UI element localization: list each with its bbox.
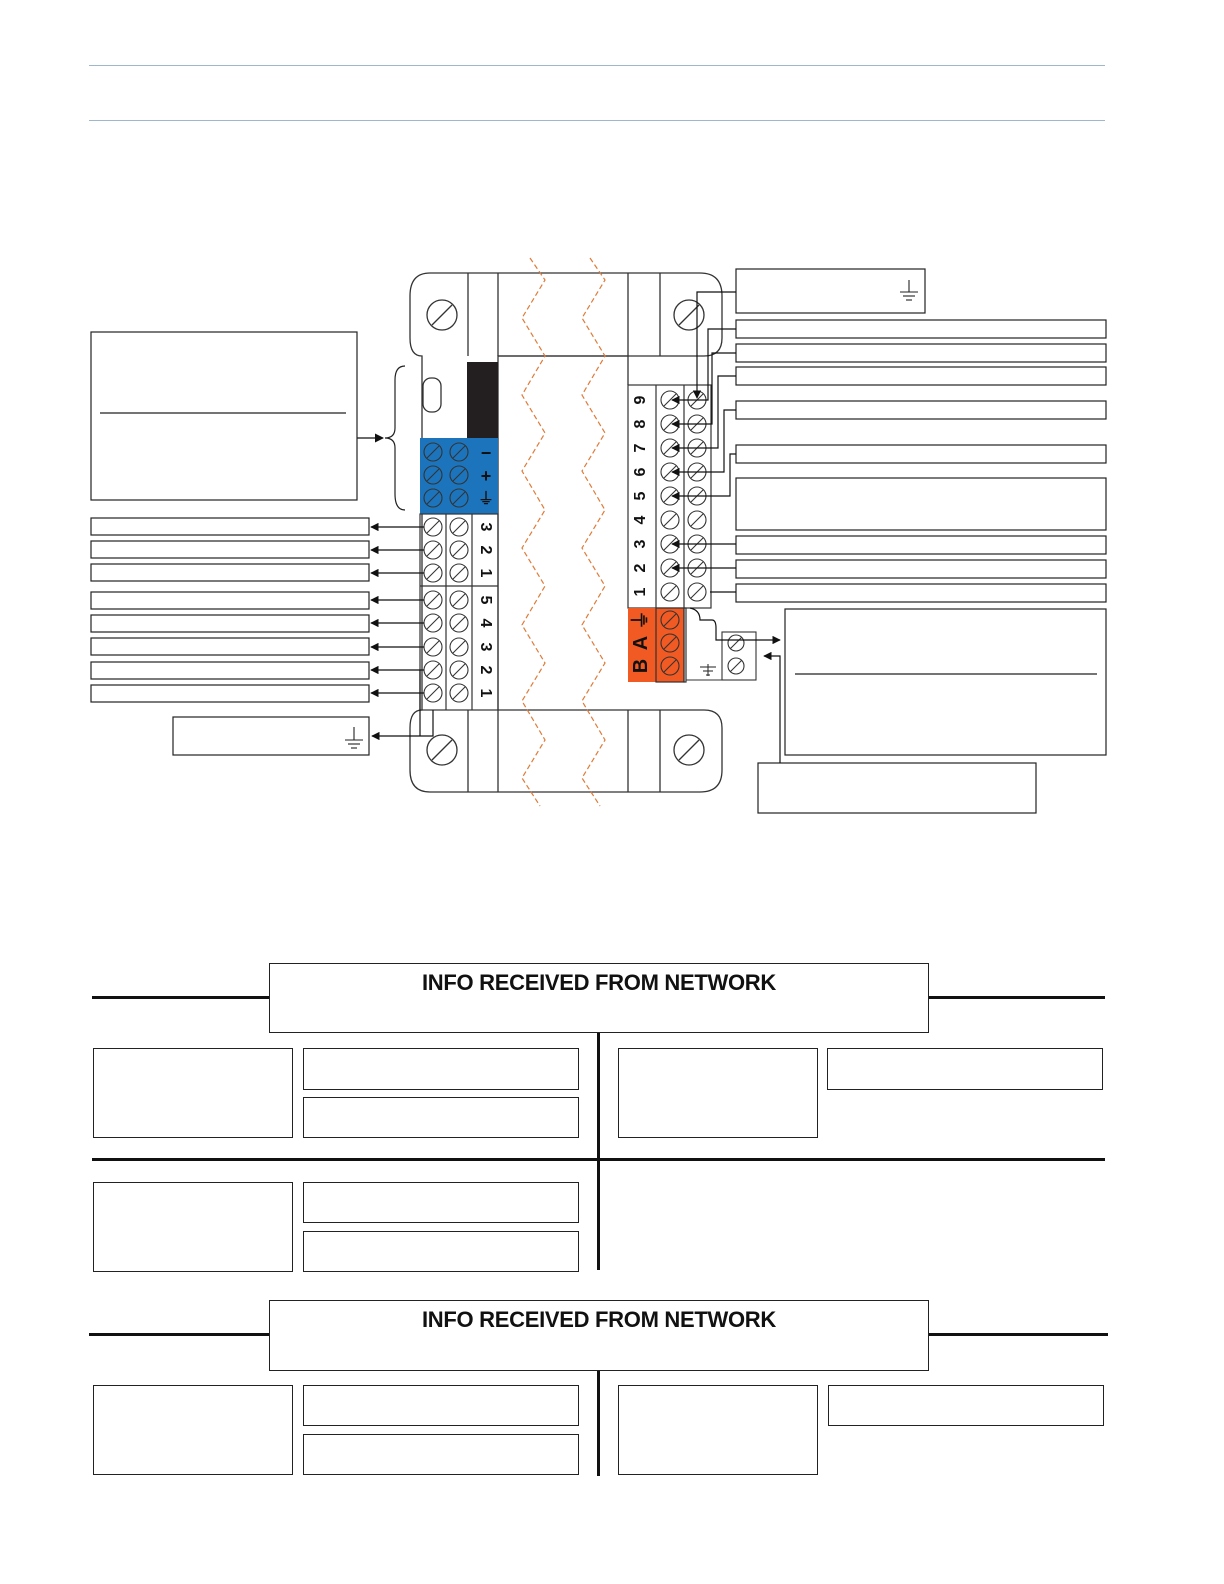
left-label-boxes (91, 332, 369, 755)
power-terminal-labels (476, 442, 496, 512)
right-terminal-number: 9 (632, 395, 649, 405)
left-terminal-number: 2 (477, 545, 494, 555)
section1-box-b (303, 1048, 579, 1090)
left-terminal-number: 5 (477, 595, 494, 605)
left-terminal-number: 4 (477, 618, 494, 628)
network-terminal-label: ⏚ (630, 610, 652, 630)
section2-box-e (828, 1385, 1104, 1426)
section2-center-divider (597, 1371, 600, 1476)
network-terminal-label: B (630, 658, 652, 674)
power-brace (385, 366, 405, 510)
right-terminal-number: 2 (632, 563, 649, 573)
section1-box-h (303, 1231, 579, 1272)
section1-right-rule (928, 996, 1105, 999)
section1-mid-rule (92, 1158, 1105, 1161)
left-terminal-number: 1 (477, 688, 494, 698)
section2-box-a (93, 1385, 293, 1475)
section1-box-c (303, 1097, 579, 1138)
left-terminal-number: 3 (477, 522, 494, 532)
dark-strip (467, 362, 498, 438)
left-terminal-number: 3 (477, 642, 494, 652)
left-terminal-number: 2 (477, 665, 494, 675)
right-terminal-number: 5 (632, 491, 649, 501)
right-label-boxes (736, 269, 1106, 813)
section2-header (269, 1300, 929, 1371)
right-terminal-number: 1 (632, 587, 649, 597)
section1-box-f (93, 1182, 293, 1272)
section2-box-c (303, 1434, 579, 1475)
section1-box-g (303, 1182, 579, 1223)
section1-left-rule (92, 996, 270, 999)
break-line (522, 258, 605, 806)
right-terminal-number: 6 (632, 467, 649, 477)
shield-terminal (686, 632, 756, 680)
power-label-ground: ⏚ (477, 491, 494, 508)
left-terminal-number: 1 (477, 568, 494, 578)
section1-center-divider (597, 1033, 600, 1270)
right-terminal-number: 8 (632, 419, 649, 429)
section1-box-d (618, 1048, 818, 1138)
power-label-minus: − (480, 443, 492, 463)
section2-right-rule (928, 1333, 1108, 1336)
network-terminal-label: A (630, 635, 652, 651)
right-terminal-number: 3 (632, 539, 649, 549)
section1-box-a (93, 1048, 293, 1138)
section1-header (269, 963, 929, 1033)
section2-box-d (618, 1385, 818, 1475)
section2-box-b (303, 1385, 579, 1426)
right-terminal-number: 7 (632, 443, 649, 453)
power-label-plus: + (480, 466, 492, 486)
section1-header-text: INFO RECEIVED FROM NETWORK (422, 970, 776, 995)
section2-header-text: INFO RECEIVED FROM NETWORK (422, 1307, 776, 1332)
right-terminal-number: 4 (632, 515, 649, 525)
module-housing (410, 273, 722, 792)
section2-left-rule (89, 1333, 270, 1336)
section1-box-e (827, 1048, 1103, 1090)
